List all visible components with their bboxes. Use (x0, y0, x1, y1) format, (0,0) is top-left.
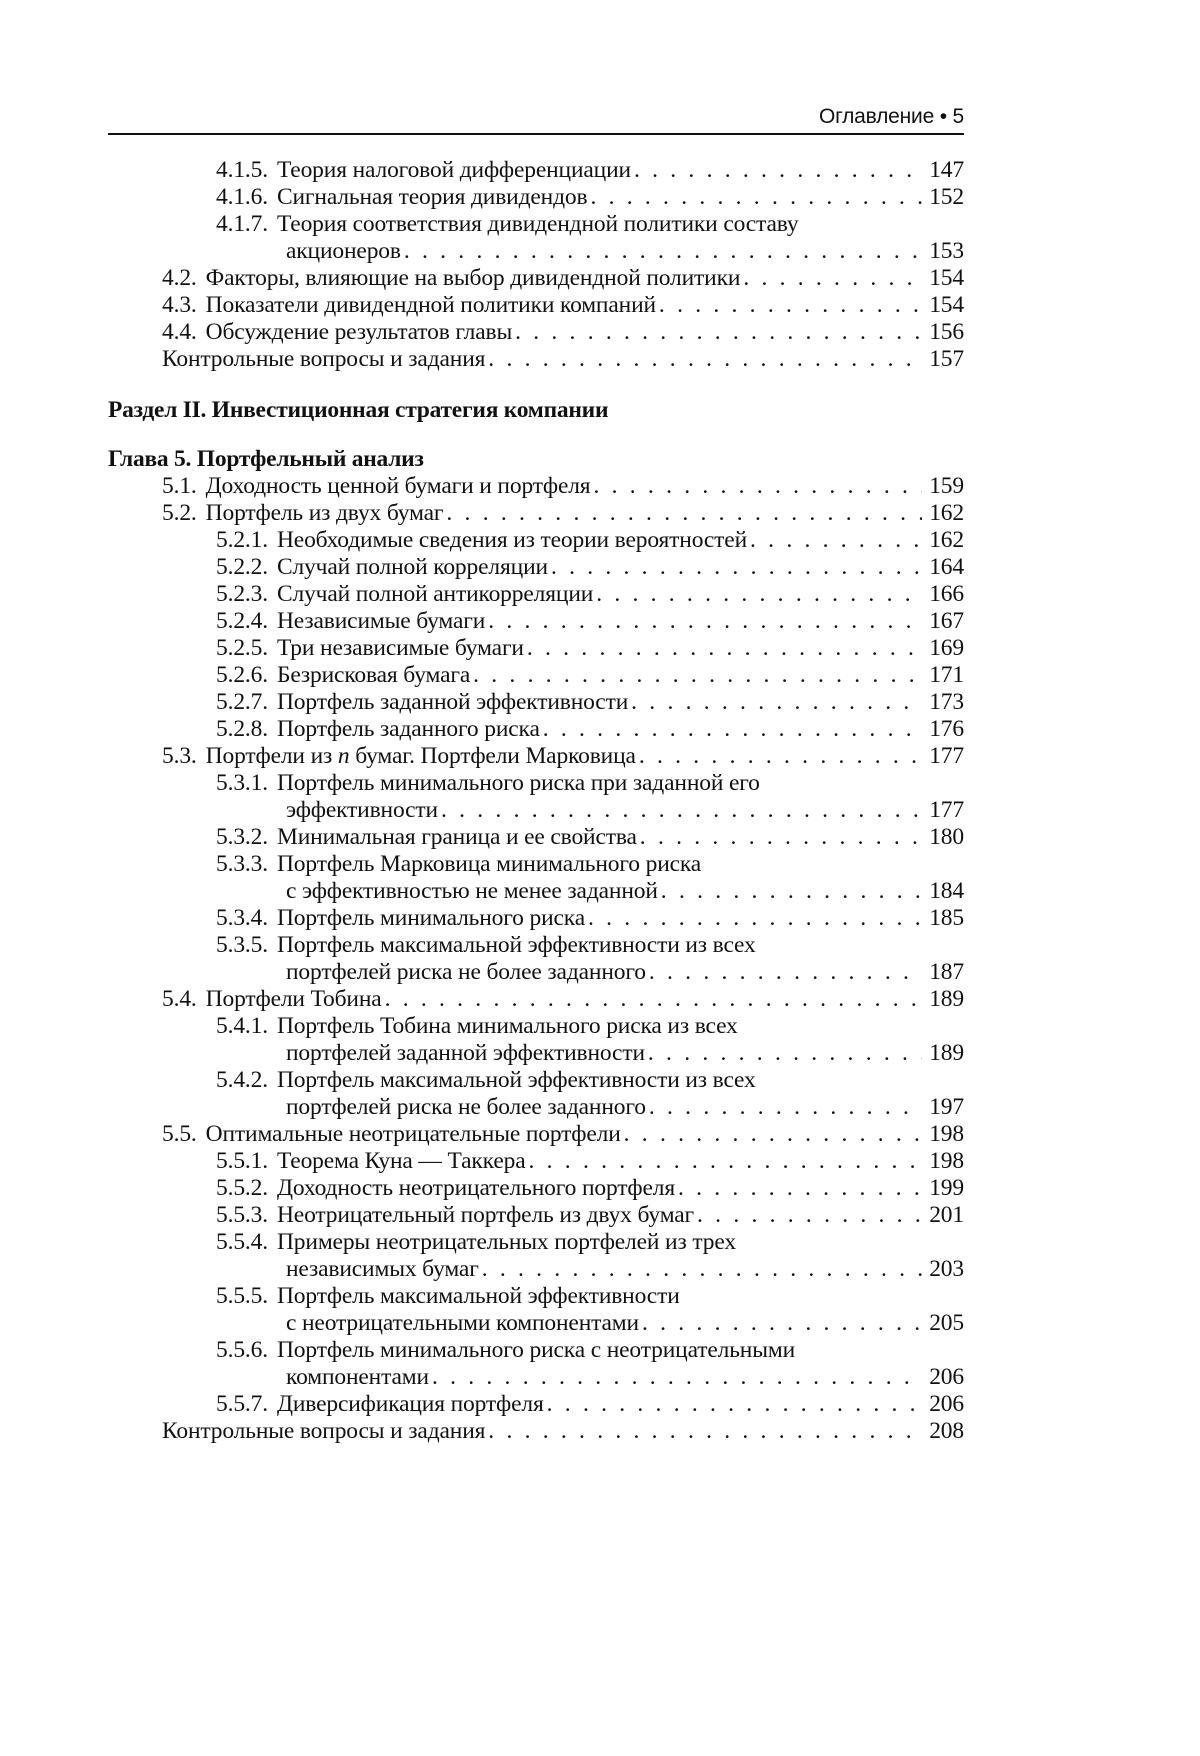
dot-leader (743, 265, 922, 292)
toc-entry-5-5-7[interactable] (108, 1391, 964, 1418)
toc-entry-page: 171 (929, 662, 964, 688)
toc-entry-number: 5.4. (162, 986, 197, 1012)
toc-entry-title: Обсуждение результатов главы (205, 319, 513, 345)
toc-entry-5-3-4[interactable] (108, 905, 964, 932)
toc-entry-number: 4.1.5. (216, 157, 268, 183)
toc-entry-title-continuation: компонентами (286, 1364, 429, 1390)
toc-entry-number: 5.2.1. (216, 527, 268, 553)
toc-entry-title: Оптимальные неотрицательные портфели (205, 1121, 621, 1147)
toc-entry-number: 4.3. (162, 292, 197, 318)
dot-leader (441, 797, 922, 824)
toc-entry-title: Неотрицательный портфель из двух бумаг (276, 1202, 695, 1228)
toc-entry-5-5-6[interactable] (108, 1337, 964, 1364)
dot-leader (529, 1148, 923, 1175)
toc-entry-number: 5.3.2. (216, 824, 268, 850)
toc-entry-number: 5.5.3. (216, 1202, 268, 1228)
toc-entry-5-5-5-continued[interactable] (108, 1310, 964, 1337)
toc-entry-5-3[interactable] (108, 743, 964, 770)
dot-leader (624, 1121, 922, 1148)
toc-entry-page: 177 (929, 743, 964, 769)
toc-entry-5-2-6[interactable] (108, 662, 964, 689)
toc-entry-page: 189 (929, 1040, 964, 1066)
dot-leader (649, 959, 922, 986)
toc-entry-4-1-7[interactable] (108, 211, 964, 238)
dot-leader (446, 500, 922, 527)
toc-entry-5-3-5-continued[interactable] (108, 959, 964, 986)
toc-entry-page: 152 (929, 184, 964, 210)
toc-entry-title: Контрольные вопросы и задания (162, 1418, 486, 1444)
toc-entry-page: 198 (929, 1121, 964, 1147)
toc-entry-number: 5.3.5. (216, 932, 268, 958)
toc-entry-4-3[interactable] (108, 292, 964, 319)
dot-leader (432, 1364, 922, 1391)
toc-entry-title: Примеры неотрицательных портфелей из трех (276, 1229, 736, 1255)
toc-entry-page: 205 (929, 1310, 964, 1336)
toc-entry-title: Теория налоговой дифференциации (276, 157, 631, 183)
toc-entry-title: Портфель минимального риска с неотрицательными (276, 1337, 796, 1363)
toc-entry-number: 4.1.7. (216, 211, 268, 237)
toc-entry-page: 169 (929, 635, 964, 661)
dot-leader (488, 608, 922, 635)
toc-entry-page: 201 (929, 1202, 964, 1228)
toc-entry-title: Три независимые бумаги (276, 635, 524, 661)
toc-entry-title: Портфель максимальной эффективности из всех (276, 932, 756, 958)
toc-entry-page: 206 (929, 1364, 964, 1390)
toc-entry-5-5-3[interactable] (108, 1202, 964, 1229)
toc-entry-title: Теория соответствия дивидендной политики составу (276, 211, 799, 237)
dot-leader (488, 1418, 922, 1445)
toc-entry-title-continuation: портфелей риска не более заданного (286, 1094, 646, 1120)
dot-leader (593, 473, 922, 500)
toc-entry-title-continuation: с неотрицательными компонентами (286, 1310, 639, 1336)
toc-entry-page: 198 (929, 1148, 964, 1174)
dot-leader (551, 554, 922, 581)
toc-entry-5-3-5[interactable] (108, 932, 964, 959)
toc-entry-number: 5.2.6. (216, 662, 268, 688)
toc-entry-5-2-2[interactable] (108, 554, 964, 581)
toc-entry-title-continuation: акционеров (286, 238, 401, 264)
header-rule (108, 133, 964, 135)
toc-entry-5-3-3-continued[interactable] (108, 878, 964, 905)
toc-entry-title: Портфель Марковица минимального риска (276, 851, 702, 877)
toc-entry-page: 206 (929, 1391, 964, 1417)
dot-leader (473, 662, 922, 689)
toc-entry-page: 208 (929, 1418, 964, 1444)
bullet-separator: • (939, 105, 947, 128)
toc-entry-page: 180 (929, 824, 964, 850)
toc-entry-5-5-2[interactable] (108, 1175, 964, 1202)
toc-entry-title-continuation: портфелей риска не более заданного (286, 959, 646, 985)
toc-entry-5-1[interactable] (108, 473, 964, 500)
toc-entry-title: Диверсификация портфеля (276, 1391, 544, 1417)
toc-entry-title-continuation: портфелей заданной эффективности (286, 1040, 645, 1066)
toc-entry-number: 5.4.1. (216, 1013, 268, 1039)
toc-entry-page: 187 (929, 959, 964, 985)
toc-entry-number: 5.5.4. (216, 1229, 268, 1255)
running-head-title: Оглавление (818, 105, 935, 128)
title-part: Портфели из (205, 743, 338, 769)
toc-entry-title-continuation: с эффективностью не менее заданной (286, 878, 658, 904)
toc-entry-title: Безрисковая бумага (276, 662, 471, 688)
toc-entry-number: 5.2.4. (216, 608, 268, 634)
toc-entry-5-5-6-continued[interactable] (108, 1364, 964, 1391)
toc-entry-number: 5.5.7. (216, 1391, 268, 1417)
toc-entry-page: 153 (929, 238, 964, 264)
toc-entry-5-2-4[interactable] (108, 608, 964, 635)
toc-entry-title (206, 743, 636, 770)
toc-entry-number: 5.3. (162, 743, 197, 769)
toc-entry-number: 5.2.3. (216, 581, 268, 607)
dot-leader (596, 581, 922, 608)
toc-entry-5-2-3[interactable] (108, 581, 964, 608)
toc-entry-page: 173 (929, 689, 964, 715)
title-part: бумаг. Портфели Марковица (349, 743, 636, 769)
toc-entry-page: 167 (929, 608, 964, 634)
dot-leader (527, 635, 922, 662)
toc-entry-review-questions-ch4[interactable] (108, 346, 964, 373)
toc-entry-title-continuation: эффективности (286, 797, 438, 823)
toc-entry-5-5-4[interactable] (108, 1229, 964, 1256)
toc-entry-title: Независимые бумаги (276, 608, 486, 634)
toc-entry-4-1-7-continued[interactable] (108, 238, 964, 265)
toc-entry-title: Доходность неотрицательного портфеля (276, 1175, 675, 1201)
toc-entry-title: Случай полной корреляции (276, 554, 548, 580)
toc-entry-title: Портфель Тобина минимального риска из всех (276, 1013, 738, 1039)
toc-entry-title: Минимальная граница и ее свойства (276, 824, 637, 850)
toc-entry-5-5-5[interactable] (108, 1283, 964, 1310)
dot-leader (661, 878, 922, 905)
section-heading[interactable]: Раздел II. Инвестиционная стратегия компании (108, 397, 609, 423)
dot-leader (488, 346, 922, 373)
toc-entry-title: Показатели дивидендной политики компаний (205, 292, 656, 318)
dot-leader (697, 1202, 922, 1229)
toc-entry-5-4-2[interactable] (108, 1067, 964, 1094)
toc-entry-number: 5.4.2. (216, 1067, 268, 1093)
dot-leader (482, 1256, 922, 1283)
toc-entry-number: 5.5. (162, 1121, 197, 1147)
toc-entry-title: Портфель максимальной эффективности из всех (276, 1067, 756, 1093)
dot-leader (648, 1040, 922, 1067)
toc-entry-title: Теорема Куна — Таккера (276, 1148, 526, 1174)
toc-entry-5-2-1[interactable] (108, 527, 964, 554)
toc-entry-page: 157 (929, 346, 964, 372)
toc-entry-number: 5.5.5. (216, 1283, 268, 1309)
toc-entry-title: Портфель минимального риска при заданной его (276, 770, 760, 796)
dot-leader (642, 1310, 922, 1337)
toc-entry-title: Портфель минимального риска (276, 905, 585, 931)
toc-entry-title: Сигнальная теория дивидендов (276, 184, 588, 210)
toc-entry-page: 177 (929, 797, 964, 823)
toc-entry-page: 184 (929, 878, 964, 904)
toc-entry-title: Портфели Тобина (205, 986, 382, 1012)
toc-entry-page: 164 (929, 554, 964, 580)
dot-leader (640, 824, 922, 851)
toc-entry-number: 5.5.6. (216, 1337, 268, 1363)
toc-entry-5-2[interactable] (108, 500, 964, 527)
toc-entry-number: 4.1.6. (216, 184, 268, 210)
toc-entry-number: 5.5.1. (216, 1148, 268, 1174)
toc-entry-page: 154 (929, 292, 964, 318)
toc-entry-page: 154 (929, 265, 964, 291)
toc-entry-number: 5.3.3. (216, 851, 268, 877)
dot-leader (385, 986, 922, 1013)
toc-entry-5-2-5[interactable] (108, 635, 964, 662)
toc-entry-5-5-4-continued[interactable] (108, 1256, 964, 1283)
toc-entry-page: 197 (929, 1094, 964, 1120)
toc-entry-5-3-3[interactable] (108, 851, 964, 878)
toc-entry-title: Портфель максимальной эффективности (276, 1283, 680, 1309)
dot-leader (588, 905, 922, 932)
running-head (108, 104, 964, 130)
toc-entry-page: 176 (929, 716, 964, 742)
toc-entry-page: 156 (929, 319, 964, 345)
toc-entry-5-2-8[interactable] (108, 716, 964, 743)
toc-entry-number: 4.4. (162, 319, 197, 345)
toc-entry-number: 5.5.2. (216, 1175, 268, 1201)
toc-entry-page: 162 (929, 500, 964, 526)
toc-entry-5-5-1[interactable] (108, 1148, 964, 1175)
dot-leader (678, 1175, 922, 1202)
page-number: 5 (952, 105, 964, 128)
toc-entry-number: 5.2. (162, 500, 197, 526)
chapter-heading[interactable]: Глава 5. Портфельный анализ (108, 446, 424, 472)
dot-leader (590, 184, 922, 211)
dot-leader (547, 1391, 922, 1418)
dot-leader (659, 292, 922, 319)
toc-entry-title: Случай полной антикорреляции (276, 581, 594, 607)
toc-entry-5-2-7[interactable] (108, 689, 964, 716)
toc-entry-4-4[interactable] (108, 319, 964, 346)
title-italic-variable: n (337, 743, 350, 769)
dot-leader (404, 238, 922, 265)
dot-leader (515, 319, 922, 346)
toc-entry-page: 199 (929, 1175, 964, 1201)
toc-entry-page: 189 (929, 986, 964, 1012)
dot-leader (750, 527, 922, 554)
toc-entry-title: Контрольные вопросы и задания (162, 346, 486, 372)
toc-entry-title-continuation: независимых бумаг (286, 1256, 479, 1282)
toc-entry-number: 4.2. (162, 265, 197, 291)
toc-entry-5-3-2[interactable] (108, 824, 964, 851)
toc-entry-page: 185 (929, 905, 964, 931)
toc-entry-5-3-1[interactable] (108, 770, 964, 797)
toc-entry-title: Портфель из двух бумаг (205, 500, 444, 526)
toc-entry-5-4-2-continued[interactable] (108, 1094, 964, 1121)
toc-entry-page: 147 (929, 157, 964, 183)
toc-entry-title: Портфель заданного риска (276, 716, 540, 742)
toc-entry-page: 162 (929, 527, 964, 553)
toc-entry-review-questions-ch5[interactable] (108, 1418, 964, 1445)
toc-entry-page: 166 (929, 581, 964, 607)
toc-entry-4-1-5[interactable] (108, 157, 964, 184)
dot-leader (649, 1094, 922, 1121)
toc-entry-4-1-6[interactable] (108, 184, 964, 211)
toc-entry-number: 5.2.8. (216, 716, 268, 742)
toc-entry-number: 5.3.4. (216, 905, 268, 931)
dot-leader (631, 689, 922, 716)
toc-entry-5-3-1-continued[interactable] (108, 797, 964, 824)
toc-entry-4-2[interactable] (108, 265, 964, 292)
toc-entry-number: 5.2.7. (216, 689, 268, 715)
dot-leader (639, 743, 922, 770)
dot-leader (634, 157, 922, 184)
toc-entry-5-4[interactable] (108, 986, 964, 1013)
dot-leader (543, 716, 922, 743)
table-of-contents (108, 157, 964, 1445)
toc-entry-title: Необходимые сведения из теории вероятностей (276, 527, 748, 553)
toc-entry-number: 5.1. (162, 473, 197, 499)
toc-entry-title: Доходность ценной бумаги и портфеля (205, 473, 591, 499)
toc-entry-number: 5.3.1. (216, 770, 268, 796)
toc-entry-title: Факторы, влияющие на выбор дивидендной политики (205, 265, 741, 291)
toc-entry-page: 203 (929, 1256, 964, 1282)
toc-entry-5-4-1-continued[interactable] (108, 1040, 964, 1067)
toc-entry-5-5[interactable] (108, 1121, 964, 1148)
toc-entry-number: 5.2.5. (216, 635, 268, 661)
toc-entry-5-4-1[interactable] (108, 1013, 964, 1040)
toc-entry-page: 159 (929, 473, 964, 499)
toc-entry-title: Портфель заданной эффективности (276, 689, 629, 715)
toc-entry-number: 5.2.2. (216, 554, 268, 580)
